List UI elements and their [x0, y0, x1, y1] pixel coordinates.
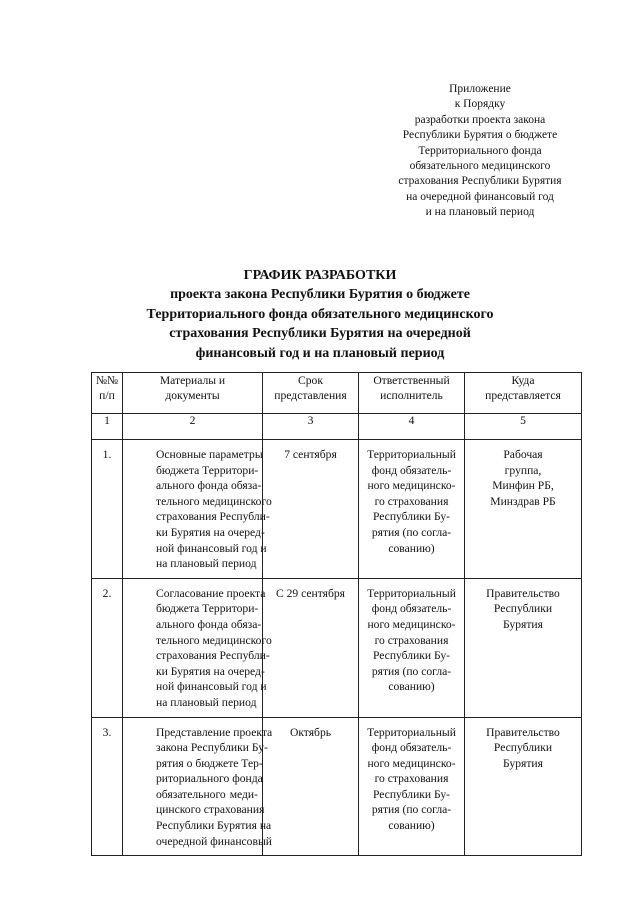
annex-note	[380, 82, 580, 221]
header-cell-deadline: Срок представления	[263, 373, 359, 414]
row-deadline: Октябрь	[263, 717, 359, 855]
schedule-table	[91, 372, 582, 856]
annex-line: Приложение	[449, 83, 511, 95]
header-cell-number: №№ п/п	[92, 373, 123, 414]
row-recipient: Правительство Республики Бурятия	[465, 578, 582, 717]
title-line: ГРАФИК РАЗРАБОТКИ	[243, 268, 397, 283]
table-row	[92, 578, 582, 717]
row-responsible: Территориальный фонд обязатель- ного медицинско- го страхования Республики Бу- рятия (по согла- сованию)	[359, 440, 465, 579]
row-materials: Основные параметры бюджета Территори- ального фонда обяза- тельного медицинского страхования Республи- ки Бурятия на очеред- ной финансовый год и на плановый период	[123, 440, 263, 579]
column-number: 5	[465, 414, 582, 440]
title-line: проекта закона Республики Бурятия о бюджете	[170, 287, 470, 303]
column-number: 4	[359, 414, 465, 440]
title-line: страхования Республики Бурятия на очередной	[169, 326, 471, 342]
row-number: 3.	[92, 717, 123, 855]
table-row	[92, 717, 582, 855]
column-number: 2	[123, 414, 263, 440]
row-deadline: С 29 сентября	[263, 578, 359, 717]
title-line: Территориального фонда обязательного медицинского	[146, 306, 494, 322]
row-number: 2.	[92, 578, 123, 717]
title-line: финансовый год и на плановый период	[195, 345, 445, 361]
document-title	[80, 266, 560, 363]
row-responsible: Территориальный фонд обязатель- ного медицинско- го страхования Республики Бу- рятия (по согла- сованию)	[359, 717, 465, 855]
column-number: 1	[92, 414, 123, 440]
row-materials: Представление проекта закона Республики Бу- рятия о бюджете Тер- риториального фонда обязательного меди- цинского страхования Республики Бурятия на очередной финансовый	[123, 717, 263, 855]
header-cell-materials: Материалы и документы	[123, 373, 263, 414]
annex-line: к Порядку	[454, 98, 506, 111]
annex-line: разработки проекта закона	[414, 113, 546, 126]
annex-line: Территориального фонда	[418, 144, 542, 157]
annex-line: обязательного медицинского	[409, 160, 551, 173]
table-header-row	[92, 373, 582, 414]
row-responsible: Территориальный фонд обязатель- ного медицинско- го страхования Республики Бу- рятия (по согла- сованию)	[359, 578, 465, 717]
column-number: 3	[263, 414, 359, 440]
row-materials: Согласование проекта бюджета Территори- ального фонда обяза- тельного медицинского страхования Республи- ки Бурятия на очеред- ной финансовый год и на плановый период	[123, 578, 263, 717]
row-number: 1.	[92, 440, 123, 579]
table-row	[92, 440, 582, 579]
row-recipient: Правительство Республики Бурятия	[465, 717, 582, 855]
annex-line: Республики Бурятия о бюджете	[402, 129, 558, 142]
header-cell-responsible: Ответственный исполнитель	[359, 373, 465, 414]
row-deadline: 7 сентября	[263, 440, 359, 579]
annex-line: и на плановый период	[425, 206, 535, 219]
column-number-row	[92, 414, 582, 440]
annex-line: на очередной финансовый год	[406, 190, 554, 203]
row-recipient: Рабочая группа, Минфин РБ, Минздрав РБ	[465, 440, 582, 579]
annex-line: страхования Республики Бурятия	[398, 175, 562, 188]
header-cell-recipient: Куда представляется	[465, 373, 582, 414]
